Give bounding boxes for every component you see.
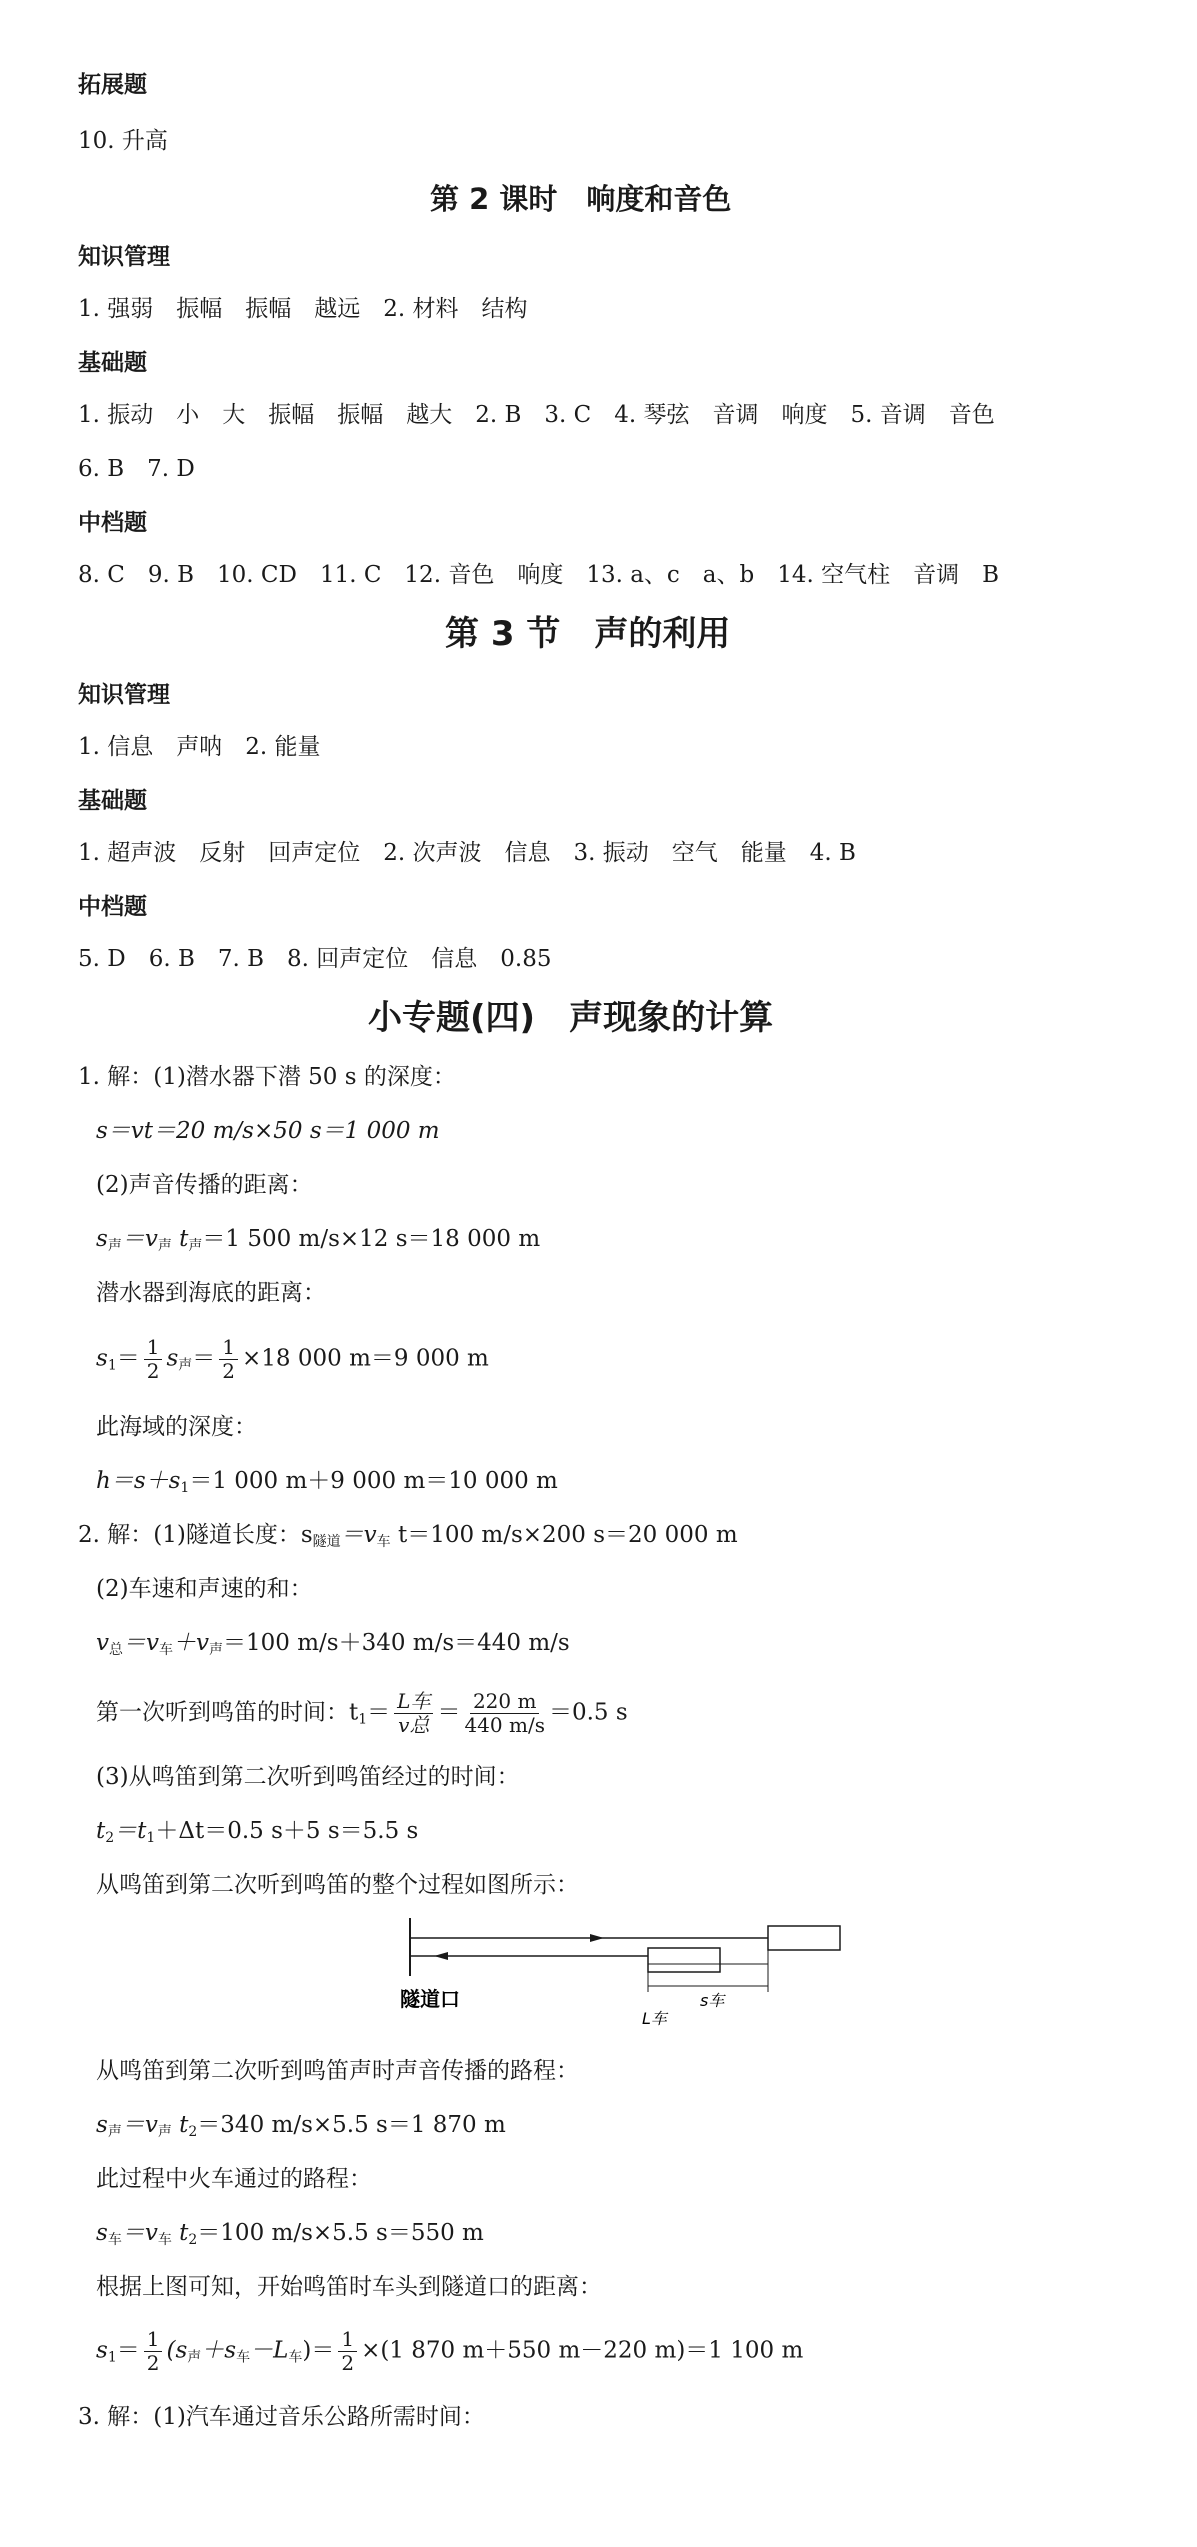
equation: $h=s+s_1=1$ 000 m＋9 000 m＝10 000 m <box>96 1468 558 1496</box>
fraction: $\frac{1}{2}$ <box>219 1336 238 1383</box>
step-text: 此海域的深度： <box>96 1414 257 1440</box>
section-label-basic: 基础题 <box>78 350 147 376</box>
train-end-box <box>648 1948 720 1972</box>
answer-line: 1. 信息 声呐 2. 能量 <box>78 734 321 760</box>
section-label-knowledge: 知识管理 <box>78 682 170 708</box>
section-label-knowledge: 知识管理 <box>78 244 170 270</box>
equation: $s_车=v_车$ $t_2=100$ m/s×5.5 s＝550 m <box>96 2220 484 2248</box>
equation: s＝vt＝20 m/s×50 s＝1 000 m <box>96 1118 440 1144</box>
equation: $t_2=t_1+\Delta t=0.5$ s＋5 s＝5.5 s <box>96 1818 419 1846</box>
answer-line: 8. C 9. B 10. CD 11. C 12. 音色 响度 13. a、c a、b 14. 空气柱 音调 B <box>78 562 1000 588</box>
fraction: $\frac{1}{2}$ <box>144 2328 163 2375</box>
equation: $s_声=v_声$ $t_2=340$ m/s×5.5 s＝1 870 m <box>96 2112 506 2140</box>
question-3-head: 3. 解：(1)汽车通过音乐公路所需时间： <box>78 2404 485 2430</box>
step-text: (2)车速和声速的和： <box>96 1576 313 1602</box>
answer-line: 10. 升高 <box>78 128 168 154</box>
tunnel-diagram <box>400 1910 850 2030</box>
step-text: (2)声音传播的距离： <box>96 1172 313 1198</box>
answer-line: 1. 强弱 振幅 振幅 越远 2. 材料 结构 <box>78 296 528 322</box>
section-label-medium: 中档题 <box>78 510 147 536</box>
section-label-basic: 基础题 <box>78 788 147 814</box>
question-1-head: 1. 解：(1)潜水器下潜 50 s 的深度： <box>78 1064 456 1090</box>
section-label-extension: 拓展题 <box>78 72 147 98</box>
equation: $s_声=v_声$ $t_声=1$ 500 m/s×12 s＝18 000 m <box>96 1226 541 1254</box>
fraction: $\frac{1}{2}$ <box>338 2328 357 2375</box>
answer-line: 1. 超声波 反射 回声定位 2. 次声波 信息 3. 振动 空气 能量 4. B <box>78 840 856 866</box>
step-text: (3)从鸣笛到第二次听到鸣笛经过的时间： <box>96 1764 520 1790</box>
fraction: $\frac{\text{L车}}{\text{v总}}$ <box>394 1690 433 1737</box>
step-text: 潜水器到海底的距离： <box>96 1280 326 1306</box>
equation: $s_1=$ $\frac{1}{2}$ $s_声=$ $\frac{1}{2}$ ×18 000 m＝9 000 m <box>96 1335 489 1383</box>
step-text: 此过程中火车通过的路程： <box>96 2166 372 2192</box>
question-2-head: 2. 解：(1)隧道长度：$s_{隧道}=v_车$ t＝100 m/s×200 s＝20 000 m <box>78 1522 738 1550</box>
topic-title: 小专题(四) 声现象的计算 <box>368 998 774 1038</box>
answer-line: 5. D 6. B 7. B 8. 回声定位 信息 0.85 <box>78 946 552 972</box>
fraction: $\frac{220 m}{440 m/s}$ <box>464 1689 545 1737</box>
l-car-label: L车 <box>642 2009 667 2028</box>
step-text: 从鸣笛到第二次听到鸣笛的整个过程如图所示： <box>96 1872 579 1898</box>
lesson-title: 第 2 课时 响度和音色 <box>430 182 732 216</box>
step-text: 从鸣笛到第二次听到鸣笛声时声音传播的路程： <box>96 2058 579 2084</box>
equation: 第一次听到鸣笛的时间：$t_1=$ $\frac{\text{L车}}{\text{v总}}$ ＝ $\frac{220 m}{440 m/s}$ ＝0.5 s <box>96 1689 628 1737</box>
section-title: 第 3 节 声的利用 <box>445 614 731 654</box>
tunnel-entrance-label: 隧道口 <box>400 1987 460 2011</box>
answer-line: 1. 振动 小 大 振幅 振幅 越大 2. B 3. C 4. 琴弦 音调 响度 5. 音调 音色 <box>78 402 995 428</box>
equation: $s_1=$ $\frac{1}{2}$ $(s_声+s_车-L_车)=$ $\frac{1}{2}$ ×(1 870 m＋550 m－220 m)＝1 100 m <box>96 2327 804 2375</box>
arrow-head-icon <box>434 1952 448 1960</box>
equation: $v_总=v_车+v_声=100$ m/s＋340 m/s＝440 m/s <box>96 1630 570 1658</box>
s-car-label: s车 <box>700 1991 725 2010</box>
arrow-head-icon <box>590 1934 604 1942</box>
section-label-medium: 中档题 <box>78 894 147 920</box>
step-text: 根据上图可知，开始鸣笛时车头到隧道口的距离： <box>96 2274 602 2300</box>
answer-line: 6. B 7. D <box>78 456 195 482</box>
train-start-box <box>768 1926 840 1950</box>
fraction: $\frac{1}{2}$ <box>144 1336 163 1383</box>
